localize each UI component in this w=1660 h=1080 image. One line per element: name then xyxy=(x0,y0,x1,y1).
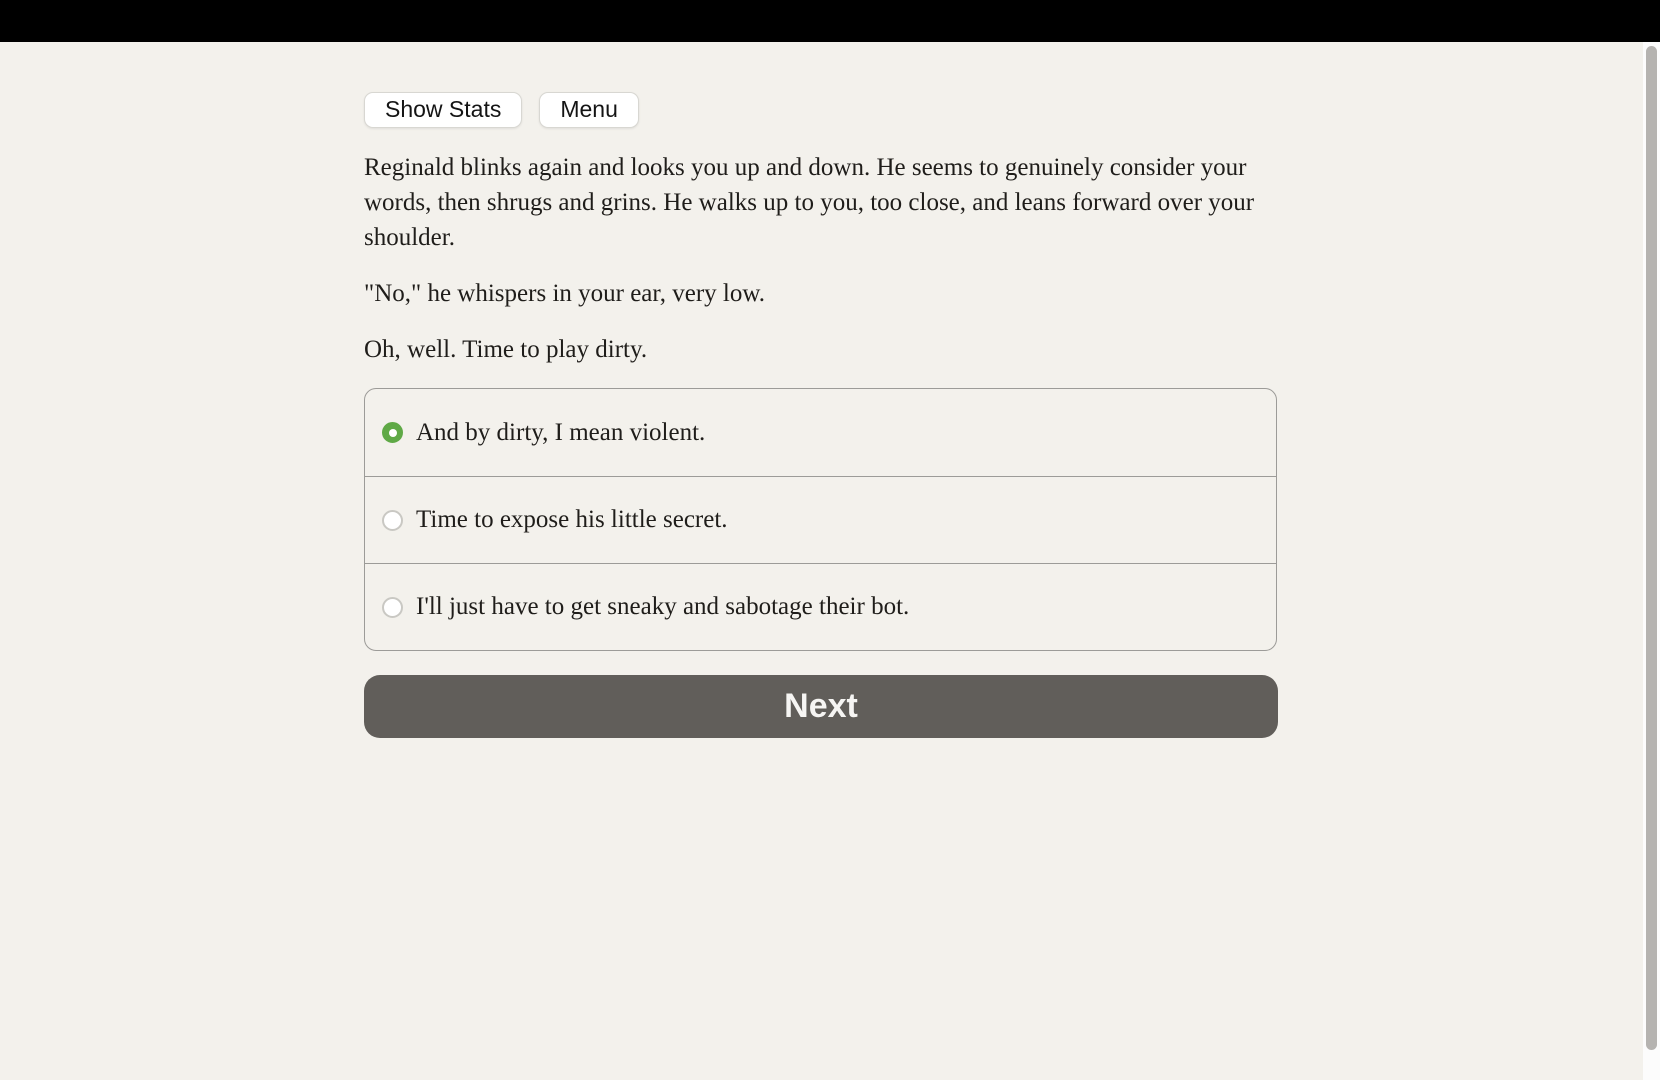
story-paragraph: Reginald blinks again and looks you up and down. He seems to genuinely consider your words, then shrugs and grins. He walks up to you, too close, and leans forward over your shoulder. xyxy=(364,154,1255,251)
story-paragraph: "No," he whispers in your ear, very low. xyxy=(364,280,766,307)
top-black-bar xyxy=(0,0,1660,42)
radio-button-icon[interactable] xyxy=(382,422,403,443)
radio-button-icon[interactable] xyxy=(382,597,403,618)
choice-option-label: And by dirty, I mean violent. xyxy=(416,418,706,446)
scrollbar-thumb[interactable] xyxy=(1646,46,1657,1050)
story-paragraph: Oh, well. Time to play dirty. xyxy=(364,336,648,363)
choice-option-label: I'll just have to get sneaky and sabotage their bot. xyxy=(416,593,910,620)
scrollbar-track[interactable] xyxy=(1643,42,1660,1080)
content-column xyxy=(364,42,1279,738)
show-stats-button[interactable]: Show Stats xyxy=(364,92,522,128)
menu-button[interactable]: Menu xyxy=(539,92,639,128)
next-button[interactable]: Next xyxy=(364,675,1278,738)
story-text xyxy=(364,150,1279,367)
toolbar xyxy=(364,92,1279,128)
choice-option-label: Time to expose his little secret. xyxy=(416,506,728,533)
choice-list xyxy=(364,388,1277,651)
choice-option[interactable] xyxy=(365,476,1276,563)
choice-option[interactable] xyxy=(365,389,1276,476)
radio-button-icon[interactable] xyxy=(382,510,403,531)
choice-option[interactable] xyxy=(365,563,1276,650)
